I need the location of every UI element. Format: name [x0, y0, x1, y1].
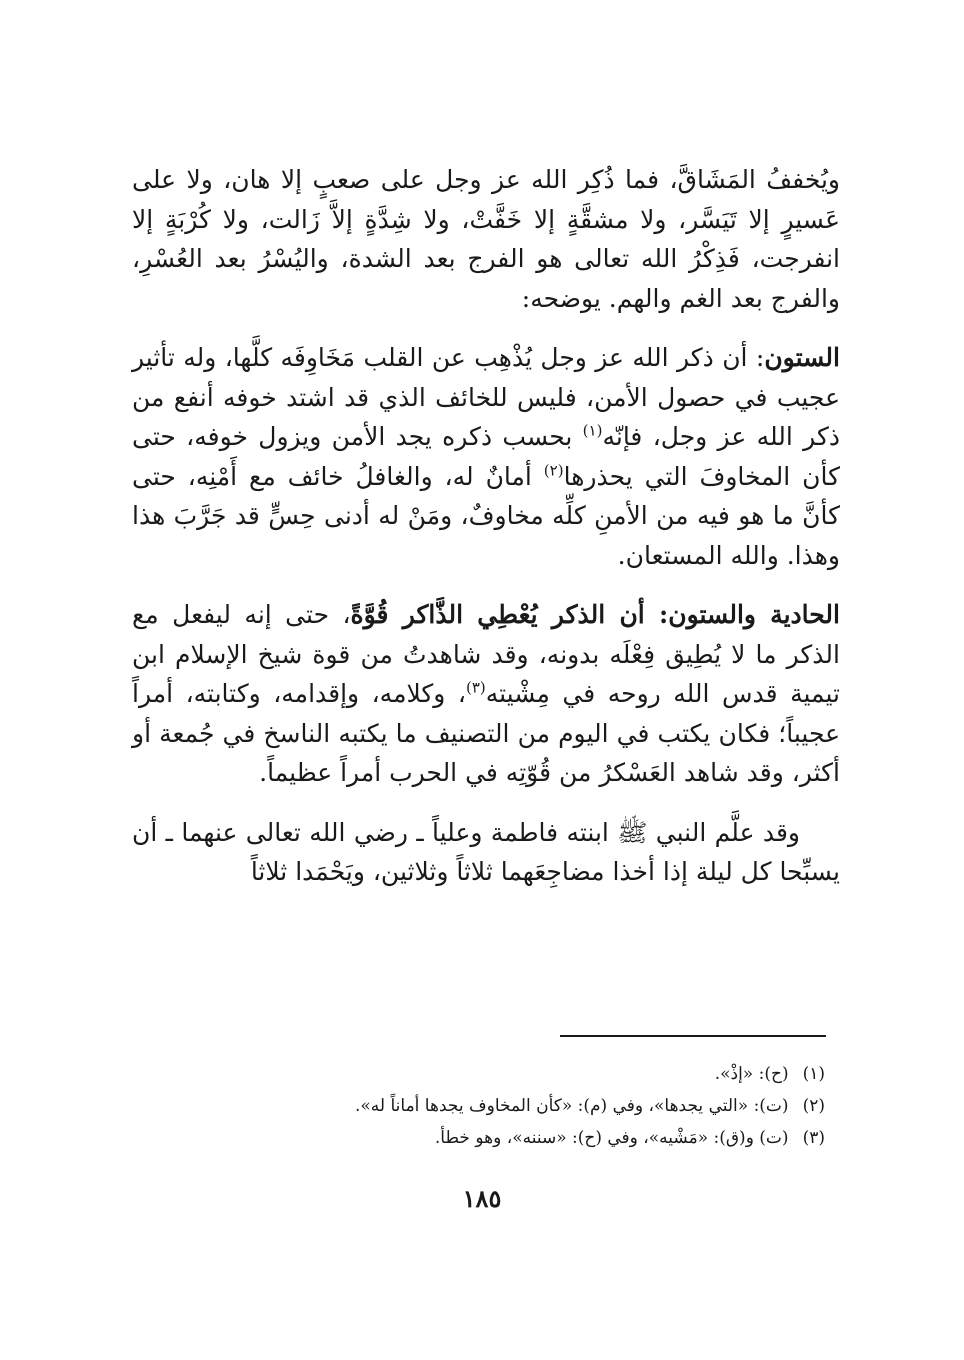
- paragraph-3-text-b: ، وكلامه، وإقدامه، وكتابته، أمراً عجيباً؛ فكان يكتب في اليوم من التصنيف ما يكتبه الناسخ في جُمعة أو أكثر، وقد شاهد العَسْكرُ من قُوّتِه في الحرب أمراً عظيماً.: [132, 679, 840, 787]
- footnote-1-number: (١): [802, 1064, 825, 1084]
- footnote-ref-1[interactable]: (١): [582, 421, 603, 440]
- footnote-3-number: (٣): [802, 1128, 825, 1148]
- footnote-2-number: (٢): [802, 1096, 825, 1116]
- paragraph-3-text-a: ، حتى إنه ليفعل مع الذكر ما لا يُطِيق فِعْلَه بدونه، وقد شاهدتُ من قوة شيخ الإسلام ابن تيمية قدس الله روحه في مِشْيته: [132, 600, 840, 708]
- paragraph-2-text-a: : أن ذكر الله عز وجل يُذْهِب عن القلب مَخَاوِفَه كلَّها، وله تأثير عجيب في حصول الأمن، فليس للخائف الذي قد اشتد خوفه أنفع من ذكر الله عز وجل، فإنّه: [132, 343, 840, 451]
- footnote-2-text: (ت): «التي يجدها»، وفي (م): «كأن المخاوف يجدها أماناً له».: [354, 1096, 789, 1116]
- footnote-3-text: (ت) و(ق): «مَشْيه»، وفي (ح): «سننه»، وهو خطأ.: [434, 1128, 789, 1148]
- footnotes: [132, 1058, 825, 1154]
- paragraph-2-text-c: أمانٌ له، والغافلُ خائف مع أَمْنِه، حتى كأنَّ ما هو فيه من الأمنِ كلِّه مخاوفٌ، ومَنْ له أدنى حِسٍّ قد جَرَّبَ هذا وهذا. والله المستعان.: [132, 461, 840, 570]
- paragraph-2-heading: الستون: [764, 343, 840, 372]
- paragraph-1-text: ويُخففُ المَشَاقَّ، فما ذُكِر الله عز وجل على صعبٍ إلا هان، ولا على عَسيرٍ إلا تَيَسَّر، ولا مشقَّةٍ إلا خَفَّتْ، ولا شِدَّةٍ إلاَّ زَالت، ولا كُرْبَةٍ إلا انفرجت، فَذِكْرُ الله تعالى هو الفرج بعد الشدة، واليُسْرُ بعد العُسْرِ، والفرج بعد الغم والهم. يوضحه:: [132, 165, 840, 313]
- paragraph-3-heading: الحادية والستون: [668, 600, 840, 629]
- paragraph-1: [132, 160, 840, 318]
- paragraph-3: [132, 595, 840, 793]
- footnote-ref-3[interactable]: (٣): [465, 678, 486, 697]
- footnote-1: [132, 1058, 825, 1090]
- paragraph-2: [132, 338, 840, 575]
- footnote-ref-2[interactable]: (٢): [543, 461, 564, 480]
- footnote-1-text: (ح): «إذْ».: [714, 1064, 789, 1084]
- footnote-separator: [560, 1035, 826, 1037]
- paragraph-4: [132, 813, 840, 892]
- footnote-2: [132, 1090, 825, 1122]
- page-number: ١٨٥: [462, 1184, 502, 1213]
- paragraph-3-heading-cont: : أن الذكر يُعْطِي الذَّاكر قُوَّةً: [350, 600, 669, 629]
- main-text: [132, 160, 840, 912]
- paragraph-4-text: وقد علَّم النبي ﷺ ابنته فاطمة وعلياً ـ رضي الله تعالى عنهما ـ أن يسبِّحا كل ليلة إذا أخذا مضاجِعَهما ثلاثاً وثلاثين، ويَحْمَدا ثلاثاً: [132, 817, 840, 886]
- paragraph-2-text-b: بحسب ذكره يجد الأمن ويزول خوفه، حتى كأن المخاوفَ التي يحذرها: [132, 422, 840, 491]
- footnote-3: [132, 1122, 825, 1154]
